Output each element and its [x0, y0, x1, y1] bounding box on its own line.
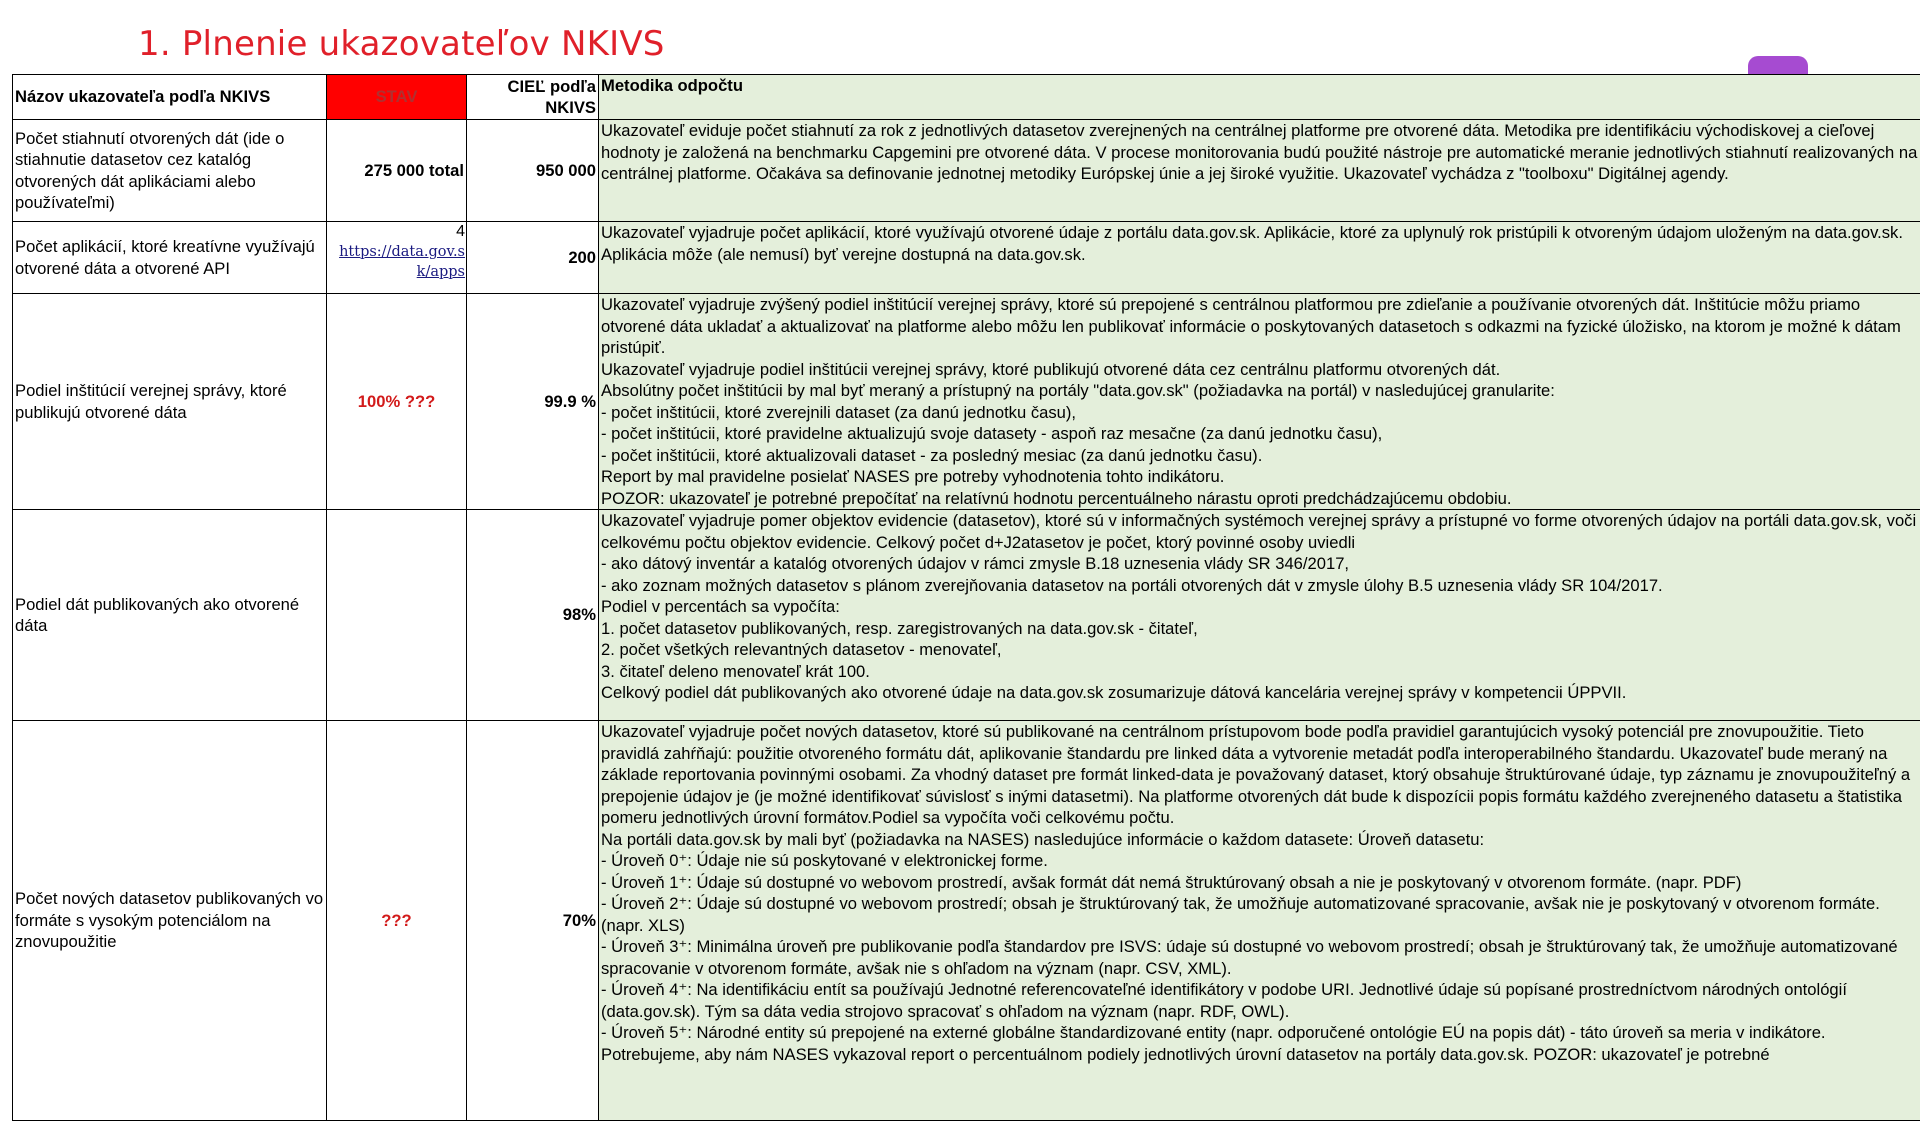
metodika-line: Ukazovateľ vyjadruje pomer objektov evidencie (datasetov), ktoré sú v informačných systémoch verejnej správy a prístupné vo forme otvorených údajov na portáli data.gov.sk, voči celkovému počtu objektov evidencie. Celkový počet d+J2atasetov je počet, ktorý povinné osoby uviedli — [601, 510, 1918, 553]
metodika-line: Potrebujeme, aby nám NASES vykazoval report o percentuálnom podiely jednotlivých úrovní datasetov na portály data.gov.sk. POZOR: ukazovateľ je potrebné — [601, 1044, 1918, 1066]
metodika-line: 3. čitateľ deleno menovateľ krát 100. — [601, 661, 1918, 683]
table-row — [13, 721, 1920, 1121]
header-metodika: Metodika odpočtu — [599, 75, 1920, 120]
row-stav — [327, 510, 467, 721]
metodika-line: - ako dátový inventár a katalóg otvorených údajov v rámci zmysle B.18 uznesenia vlády SR 346/2017, — [601, 553, 1918, 575]
row-name: Počet stiahnutí otvorených dát (ide o stiahnutie datasetov cez katalóg otvorených dát aplikáciami alebo používateľmi) — [13, 120, 327, 222]
row-stav: ??? — [327, 721, 467, 1121]
apps-link[interactable]: https://data.gov.sk/apps — [328, 242, 465, 282]
metodika-line: - Úroveň 5⁺: Národné entity sú prepojené na externé globálne štandardizované entity (napr. odporučené ontológie EÚ na popis dát) - táto úroveň sa meria v indikátore. — [601, 1022, 1918, 1044]
metodika-line: - Úroveň 4⁺: Na identifikáciu entít sa používajú Jednotné referencovateľné identifikátory v podobe URI. Jednotlivé údaje sú popísané prostredníctvom národných ontológií (data.gov.sk). Tým sa dáta vedia strojovo spracovať s ohľadom na význam (napr. RDF, OWL). — [601, 979, 1918, 1022]
row-ciel: 98% — [467, 510, 599, 721]
row-ciel: 950 000 — [467, 120, 599, 222]
metodika-line: Celkový podiel dát publikovaných ako otvorené údaje na data.gov.sk zosumarizuje dátová kancelária verejnej správy v kompetencii ÚPPVII. — [601, 682, 1918, 704]
metodika-line: Ukazovateľ vyjadruje podiel inštitúcii verejnej správy, ktoré publikujú otvorené dáta cez centrálnu platformu otvorených dát. — [601, 359, 1918, 381]
table-row — [13, 120, 1920, 222]
metodika-line: Ukazovateľ vyjadruje zvýšený podiel inštitúcií verejnej správy, ktoré sú prepojené s centrálnou platformou pre zdieľanie a používanie otvorených dát. Inštitúcie môžu priamo otvorené dáta ukladať a aktualizovať na platforme alebo môžu len publikovať informácie o poskytovaných datasetoch s odkazmi na fyzické úložisko, na ktorom je možné k dátam pristúpiť. — [601, 294, 1918, 359]
metodika-line: POZOR: ukazovateľ je potrebné prepočítať na relatívnú hodnotu percentuálneho nárastu oproti predchádzajúcemu obdobiu. — [601, 488, 1918, 510]
apps-count: 4 — [328, 222, 465, 242]
indicators-table — [12, 74, 1920, 1121]
metodika-line: Na portáli data.gov.sk by mali byť (požiadavka na NASES) nasledujúce informácie o každom datasete: Úroveň datasetu: — [601, 829, 1918, 851]
metodika-line: - Úroveň 0⁺: Údaje nie sú poskytované v elektronickej forme. — [601, 850, 1918, 872]
table-row — [13, 222, 1920, 294]
metodika-line: 2. počet všetkých relevantných datasetov - menovateľ, — [601, 639, 1918, 661]
metodika-line: Absolútny počet inštitúcii by mal byť meraný a prístupný na portály "data.gov.sk" (požiadavka na portál) v nasledujúcej granularite: — [601, 380, 1918, 402]
row-metodika — [599, 721, 1920, 1121]
row-name: Počet nových datasetov publikovaných vo formáte s vysokým potenciálom na znovupoužitie — [13, 721, 327, 1121]
row-stav: 100% ??? — [327, 294, 467, 510]
row-ciel: 70% — [467, 721, 599, 1121]
header-name: Názov ukazovateľa podľa NKIVS — [13, 75, 327, 120]
metodika-text: Ukazovateľ vyjadruje počet aplikácií, ktoré využívajú otvorené údaje z portálu data.gov.sk. Aplikácie, ktoré za uplynulý rok pristúpili k otvoreným údajom uloženým na data.gov.sk. Aplikácia môže (ale nemusí) byť verejne dostupná na data.gov.sk. — [601, 222, 1918, 265]
row-name: Počet aplikácií, ktoré kreatívne využívajú otvorené dáta a otvorené API — [13, 222, 327, 294]
row-metodika — [599, 120, 1920, 222]
metodika-line: - Úroveň 2⁺: Údaje sú dostupné vo webovom prostredí; obsah je štruktúrovaný tak, že umožňuje automatizované spracovanie, avšak nie je poskytovaný v otvorenom formáte. (napr. XLS) — [601, 893, 1918, 936]
page-title: 1. Plnenie ukazovateľov NKIVS — [138, 24, 665, 64]
metodika-line: - počet inštitúcii, ktoré zverejnili dataset (za danú jednotku času), — [601, 402, 1918, 424]
header-ciel: CIEĽ podľa NKIVS — [467, 75, 599, 120]
table-row — [13, 510, 1920, 721]
row-ciel: 99.9 % — [467, 294, 599, 510]
table-header-row — [13, 75, 1920, 120]
metodika-line: - ako zoznam možných datasetov s plánom zverejňovania datasetov na portáli otvorených dát v zmysle úlohy B.5 uznesenia vlády SR 104/2017. — [601, 575, 1918, 597]
metodika-text: Ukazovateľ eviduje počet stiahnutí za rok z jednotlivých datasetov zverejnených na centrálnej platforme pre otvorené dáta. Metodika pre identifikáciu východiskovej a cieľovej hodnoty je založená na benchmarku Capgemini pre otvorené dáta. V procese monitorovania budú použité nástroje pre automatické meranie jednotlivých stiahnutí realizovaných na centrálnej platforme. Očakáva sa definovanie jednotnej metodiky Európskej únie a jej široké využitie. Ukazovateľ vychádza z "toolboxu" Digitálnej agendy. — [601, 120, 1918, 185]
row-stav — [327, 222, 467, 294]
metodika-line: - počet inštitúcii, ktoré pravidelne aktualizujú svoje datasety - aspoň raz mesačne (za danú jednotku času), — [601, 423, 1918, 445]
metodika-line: - Úroveň 3⁺: Minimálna úroveň pre publikovanie podľa štandardov pre ISVS: údaje sú dostupné vo webovom prostredí; obsah je štruktúrovaný tak, že umožňuje automatizované spracovanie v otvorenom formáte, avšak nie s ohľadom na význam (napr. CSV, XML). — [601, 936, 1918, 979]
row-stav: 275 000 total — [327, 120, 467, 222]
row-metodika — [599, 294, 1920, 510]
row-name: Podiel dát publikovaných ako otvorené dáta — [13, 510, 327, 721]
metodika-line: Report by mal pravidelne posielať NASES pre potreby vyhodnotenia tohto indikátoru. — [601, 466, 1918, 488]
row-name: Podiel inštitúcií verejnej správy, ktoré publikujú otvorené dáta — [13, 294, 327, 510]
metodika-line: - Úroveň 1⁺: Údaje sú dostupné vo webovom prostredí, avšak formát dát nemá štruktúrovaný obsah a nie je poskytovaný v otvorenom formáte. (napr. PDF) — [601, 872, 1918, 894]
metodika-line: 1. počet datasetov publikovaných, resp. zaregistrovaných na data.gov.sk - čitateľ, — [601, 618, 1918, 640]
header-stav: STAV — [327, 75, 467, 120]
row-ciel: 200 — [467, 222, 599, 294]
metodika-line: Podiel v percentách sa vypočíta: — [601, 596, 1918, 618]
table-row — [13, 294, 1920, 510]
row-metodika — [599, 510, 1920, 721]
metodika-line: Ukazovateľ vyjadruje počet nových datasetov, ktoré sú publikované na centrálnom prístupovom bode podľa pravidiel garantujúcich vysoký potenciál pre znovupoužitie. Tieto pravidlá zahŕňajú: použitie otvoreného formátu dát, aplikovanie štandardu pre linked dáta a vytvorenie metadát podľa interoperabilného štandardu. Ukazovateľ bude meraný na základe reportovania povinnými osobami. Za vhodný dataset pre formát linked-data je považovaný dataset, ktorý obsahuje štruktúrované údaje, typ záznamu je znovupoužiteľný a prepojenie údajov je (je možné identifikovať súvislosť s inými datasetmi). Na platforme otvorených dát bude k dispozícii popis formátu každého zverejneného datasetu a štatistika pomeru jednotlivých úrovní formátov.Podiel sa vypočíta voči celkovému počtu. — [601, 721, 1918, 829]
metodika-line: - počet inštitúcii, ktoré aktualizovali dataset - za posledný mesiac (za danú jednotku času). — [601, 445, 1918, 467]
row-metodika — [599, 222, 1920, 294]
